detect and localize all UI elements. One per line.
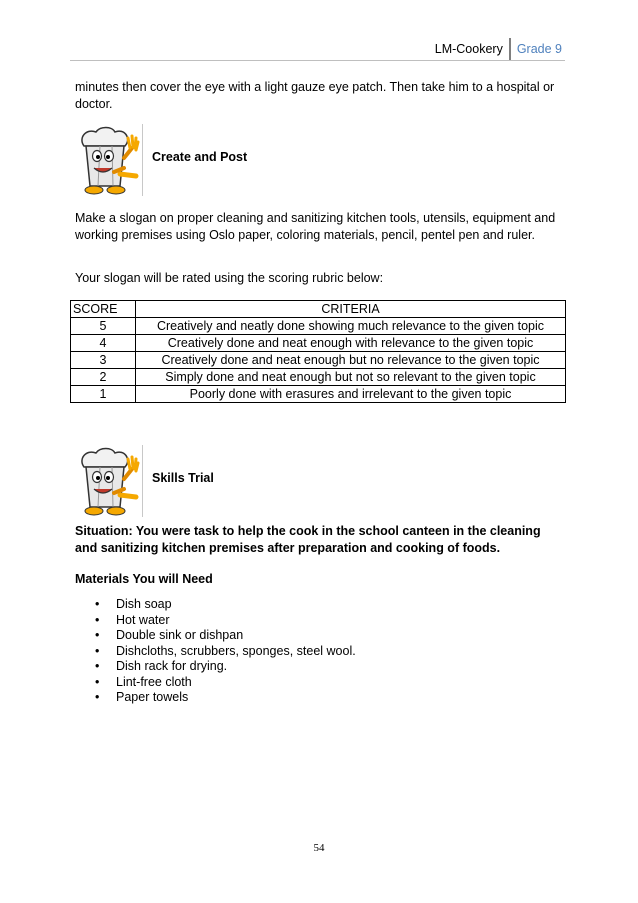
list-item-label: Paper towels: [116, 690, 189, 704]
table-row: [71, 335, 566, 352]
list-item: [95, 628, 356, 644]
list-item: [95, 690, 356, 706]
slogan-instructions: Make a slogan on proper cleaning and sanitizing kitchen tools, utensils, equipment and working premises using Oslo paper, coloring materials, pencil, pentel pen and ruler.: [75, 211, 556, 242]
page-header: [435, 38, 562, 60]
header-rule: [70, 60, 565, 61]
chef-mascot-icon: [70, 445, 143, 517]
table-row: [71, 369, 566, 386]
criteria-cell: Creatively done and neat enough but no relevance to the given topic: [136, 352, 566, 369]
score-cell: 3: [71, 352, 136, 369]
criteria-column-header: CRITERIA: [136, 301, 566, 318]
list-item: [95, 675, 356, 691]
section-title: Skills Trial: [152, 471, 214, 485]
criteria-cell: Poorly done with erasures and irrelevant to the given topic: [136, 386, 566, 403]
score-cell: 5: [71, 318, 136, 335]
section-skills-trial: [70, 445, 270, 520]
bullet-icon: •: [95, 612, 100, 627]
list-item: [95, 613, 356, 629]
criteria-cell: Creatively and neatly done showing much relevance to the given topic: [136, 318, 566, 335]
rubric-intro: Your slogan will be rated using the scoring rubric below:: [75, 271, 384, 285]
table-row: [71, 318, 566, 335]
list-item: [95, 644, 356, 660]
criteria-cell: Simply done and neat enough but not so relevant to the given topic: [136, 369, 566, 386]
section-title: Create and Post: [152, 150, 248, 164]
table-row: [71, 386, 566, 403]
scoring-rubric-table: [70, 300, 566, 403]
list-item-label: Hot water: [116, 612, 170, 627]
score-cell: 1: [71, 386, 136, 403]
list-item-label: Double sink or dishpan: [116, 628, 244, 642]
list-item-label: Lint-free cloth: [116, 674, 192, 689]
bullet-icon: •: [95, 597, 100, 611]
header-grade: Grade 9: [516, 42, 562, 56]
bullet-icon: •: [95, 643, 100, 658]
bullet-icon: •: [95, 674, 100, 689]
bullet-icon: •: [95, 628, 100, 642]
materials-list: [95, 597, 356, 706]
score-column-header: SCORE: [71, 301, 136, 318]
list-item-label: Dish soap: [116, 597, 172, 611]
header-title: LM-Cookery: [434, 42, 503, 56]
list-item-label: Dishcloths, scrubbers, sponges, steel wool.: [116, 643, 356, 658]
materials-heading: Materials You will Need: [75, 572, 213, 586]
table-header-row: [71, 301, 566, 318]
chef-mascot-icon: [70, 124, 143, 196]
list-item: [95, 597, 356, 613]
list-item-label: Dish rack for drying.: [116, 659, 228, 673]
section-create-and-post: [70, 124, 270, 199]
score-cell: 4: [71, 335, 136, 352]
situation-text: Situation: You were task to help the cook in the school canteen in the cleaning and sanitizing kitchen premises after preparation and cooking of foods.: [75, 524, 541, 555]
bullet-icon: •: [95, 690, 100, 704]
intro-paragraph: minutes then cover the eye with a light gauze eye patch. Then take him to a hospital or doctor.: [75, 80, 555, 111]
table-row: [71, 352, 566, 369]
page-number: 54: [313, 842, 325, 854]
criteria-cell: Creatively done and neat enough with relevance to the given topic: [136, 335, 566, 352]
score-cell: 2: [71, 369, 136, 386]
bullet-icon: •: [95, 659, 100, 673]
list-item: [95, 659, 356, 675]
